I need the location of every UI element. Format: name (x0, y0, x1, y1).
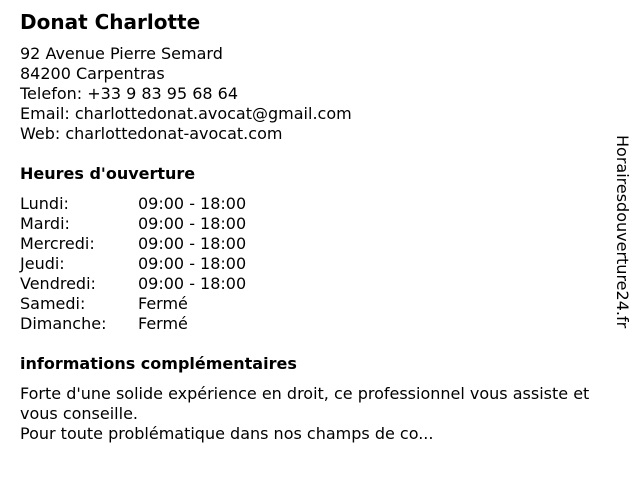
description-truncated: Pour toute problématique dans nos champs de co... (20, 424, 434, 443)
day-time: 09:00 - 18:00 (138, 234, 247, 253)
hours-row-mardi (20, 214, 246, 234)
day-label: Vendredi: (20, 274, 96, 293)
day-time: 09:00 - 18:00 (138, 254, 247, 273)
day-label: Samedi: (20, 294, 86, 313)
contact-block (20, 44, 352, 144)
email-address: Email: charlottedonat.avocat@gmail.com (20, 104, 352, 123)
opening-hours-table (20, 194, 246, 334)
day-label: Lundi: (20, 194, 69, 213)
day-label: Jeudi: (20, 254, 65, 273)
website: Web: charlottedonat-avocat.com (20, 124, 283, 143)
description-text: Forte d'une solide expérience en droit, ce professionnel vous assiste et vous conseille. (20, 384, 590, 423)
street-address: 92 Avenue Pierre Semard (20, 44, 223, 63)
day-time: 09:00 - 18:00 (138, 274, 247, 293)
business-name: Donat Charlotte (20, 10, 201, 34)
hours-row-mercredi (20, 234, 246, 254)
hours-row-jeudi (20, 254, 246, 274)
day-time: Fermé (138, 314, 188, 333)
day-label: Mardi: (20, 214, 70, 233)
day-time: Fermé (138, 294, 188, 313)
hours-row-dimanche (20, 314, 246, 334)
day-label: Mercredi: (20, 234, 95, 253)
hours-row-samedi (20, 294, 246, 314)
hours-row-lundi (20, 194, 246, 214)
city-address: 84200 Carpentras (20, 64, 165, 83)
brand-watermark: Horairesdouverture24.fr (613, 135, 632, 329)
phone-number: Telefon: +33 9 83 95 68 64 (20, 84, 239, 103)
info-heading: informations complémentaires (20, 354, 297, 373)
description-block (20, 384, 590, 444)
hours-row-vendredi (20, 274, 246, 294)
day-label: Dimanche: (20, 314, 107, 333)
hours-heading: Heures d'ouverture (20, 164, 196, 183)
day-time: 09:00 - 18:00 (138, 194, 247, 213)
day-time: 09:00 - 18:00 (138, 214, 247, 233)
